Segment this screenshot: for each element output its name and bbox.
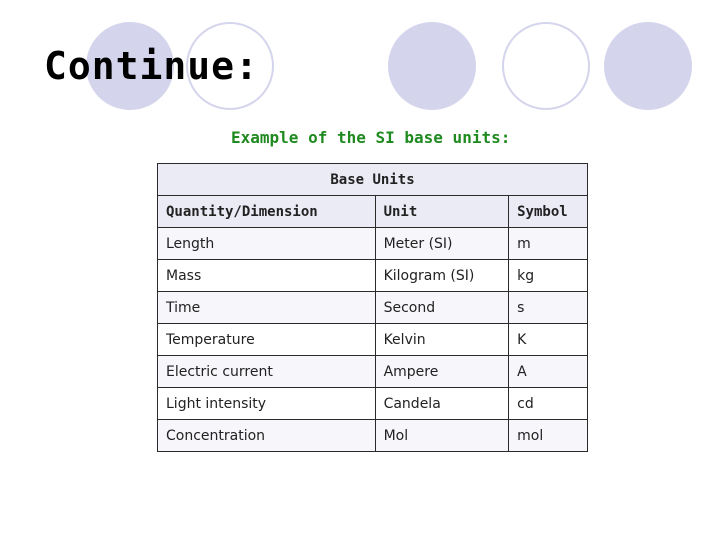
column-header-unit: Unit <box>375 196 509 228</box>
cell-symbol: cd <box>509 388 588 420</box>
column-header-quantity: Quantity/Dimension <box>158 196 376 228</box>
cell-symbol: A <box>509 356 588 388</box>
si-base-units-table <box>157 163 588 452</box>
cell-symbol: K <box>509 324 588 356</box>
cell-unit: Kelvin <box>375 324 509 356</box>
table-row <box>158 228 588 260</box>
decor-circle-4 <box>502 22 590 110</box>
cell-unit: Mol <box>375 420 509 452</box>
cell-quantity: Temperature <box>158 324 376 356</box>
cell-quantity: Electric current <box>158 356 376 388</box>
decor-circle-5 <box>604 22 692 110</box>
cell-unit: Second <box>375 292 509 324</box>
column-header-symbol: Symbol <box>509 196 588 228</box>
table-row <box>158 420 588 452</box>
cell-quantity: Time <box>158 292 376 324</box>
cell-symbol: m <box>509 228 588 260</box>
table-row <box>158 260 588 292</box>
cell-symbol: mol <box>509 420 588 452</box>
table-row <box>158 292 588 324</box>
cell-unit: Kilogram (SI) <box>375 260 509 292</box>
cell-symbol: kg <box>509 260 588 292</box>
slide-subtitle: Example of the SI base units: <box>231 128 511 147</box>
cell-quantity: Length <box>158 228 376 260</box>
decor-circle-3 <box>388 22 476 110</box>
cell-quantity: Mass <box>158 260 376 292</box>
slide-title: Continue: <box>44 44 259 88</box>
cell-quantity: Concentration <box>158 420 376 452</box>
cell-unit: Ampere <box>375 356 509 388</box>
table-caption: Base Units <box>158 164 588 196</box>
table-row <box>158 388 588 420</box>
table-row <box>158 356 588 388</box>
cell-quantity: Light intensity <box>158 388 376 420</box>
table-row <box>158 324 588 356</box>
cell-unit: Candela <box>375 388 509 420</box>
cell-unit: Meter (SI) <box>375 228 509 260</box>
cell-symbol: s <box>509 292 588 324</box>
